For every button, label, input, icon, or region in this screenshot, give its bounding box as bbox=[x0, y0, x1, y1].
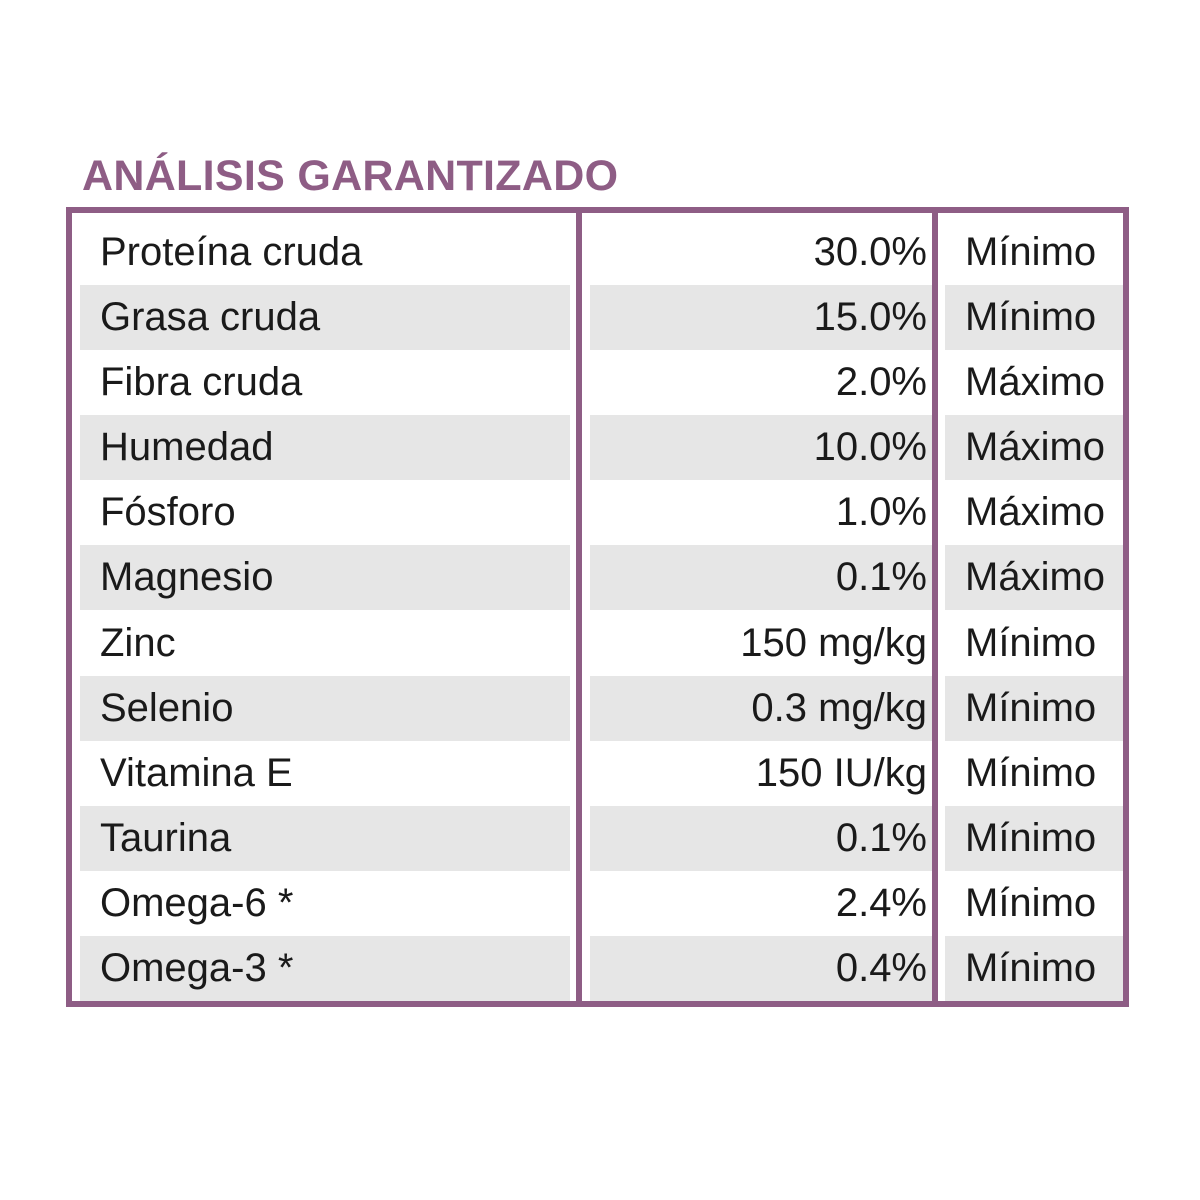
nutrient-name: Grasa cruda bbox=[80, 285, 570, 350]
column-divider bbox=[576, 213, 582, 1001]
table-row bbox=[72, 545, 1123, 610]
nutrient-value: 15.0% bbox=[590, 285, 935, 350]
analysis-table bbox=[66, 207, 1129, 1007]
table-row bbox=[72, 220, 1123, 285]
table-row bbox=[72, 871, 1123, 936]
nutrient-value: 1.0% bbox=[835, 490, 927, 535]
nutrient-qualifier: Mínimo bbox=[945, 285, 1123, 350]
nutrient-name: Magnesio bbox=[80, 545, 570, 610]
page-title: ANÁLISIS GARANTIZADO bbox=[82, 152, 619, 200]
nutrient-value: 0.3 mg/kg bbox=[590, 676, 935, 741]
table-row bbox=[72, 676, 1123, 741]
nutrient-value: 30.0% bbox=[813, 230, 927, 275]
table-row bbox=[72, 480, 1123, 545]
nutrient-value: 2.4% bbox=[835, 880, 927, 925]
nutrient-qualifier: Máximo bbox=[965, 490, 1106, 535]
nutrient-qualifier: Mínimo bbox=[945, 676, 1123, 741]
nutrient-name: Vitamina E bbox=[100, 750, 293, 795]
nutrient-name: Zinc bbox=[100, 620, 176, 665]
table-row bbox=[72, 936, 1123, 1001]
nutrient-qualifier: Mínimo bbox=[965, 230, 1097, 275]
nutrient-qualifier: Mínimo bbox=[965, 880, 1097, 925]
nutrient-value: 0.1% bbox=[590, 806, 935, 871]
nutrient-qualifier: Mínimo bbox=[965, 750, 1097, 795]
nutrient-qualifier: Máximo bbox=[945, 545, 1123, 610]
table-row bbox=[72, 806, 1123, 871]
nutrient-name: Proteína cruda bbox=[100, 230, 363, 275]
nutrient-name: Omega-3 * bbox=[80, 936, 570, 1001]
nutrient-name: Fibra cruda bbox=[100, 360, 303, 405]
table-row bbox=[72, 350, 1123, 415]
nutrient-qualifier: Máximo bbox=[945, 415, 1123, 480]
nutrient-qualifier: Mínimo bbox=[945, 806, 1123, 871]
table-row bbox=[72, 285, 1123, 350]
table-body bbox=[72, 220, 1123, 1001]
nutrient-value: 150 IU/kg bbox=[755, 750, 927, 795]
nutrient-name: Humedad bbox=[80, 415, 570, 480]
nutrient-name: Taurina bbox=[80, 806, 570, 871]
nutrient-value: 10.0% bbox=[590, 415, 935, 480]
nutrient-value: 0.4% bbox=[590, 936, 935, 1001]
table-row bbox=[72, 741, 1123, 806]
nutrient-value: 0.1% bbox=[590, 545, 935, 610]
column-divider bbox=[932, 213, 938, 1001]
nutrient-value: 150 mg/kg bbox=[740, 620, 927, 665]
nutrient-name: Omega-6 * bbox=[100, 880, 294, 925]
nutrient-qualifier: Mínimo bbox=[965, 620, 1097, 665]
nutrient-qualifier: Máximo bbox=[965, 360, 1106, 405]
nutrient-name: Fósforo bbox=[100, 490, 236, 535]
nutrient-qualifier: Mínimo bbox=[945, 936, 1123, 1001]
nutrient-name: Selenio bbox=[80, 676, 570, 741]
table-row bbox=[72, 610, 1123, 675]
nutrient-value: 2.0% bbox=[835, 360, 927, 405]
table-row bbox=[72, 415, 1123, 480]
